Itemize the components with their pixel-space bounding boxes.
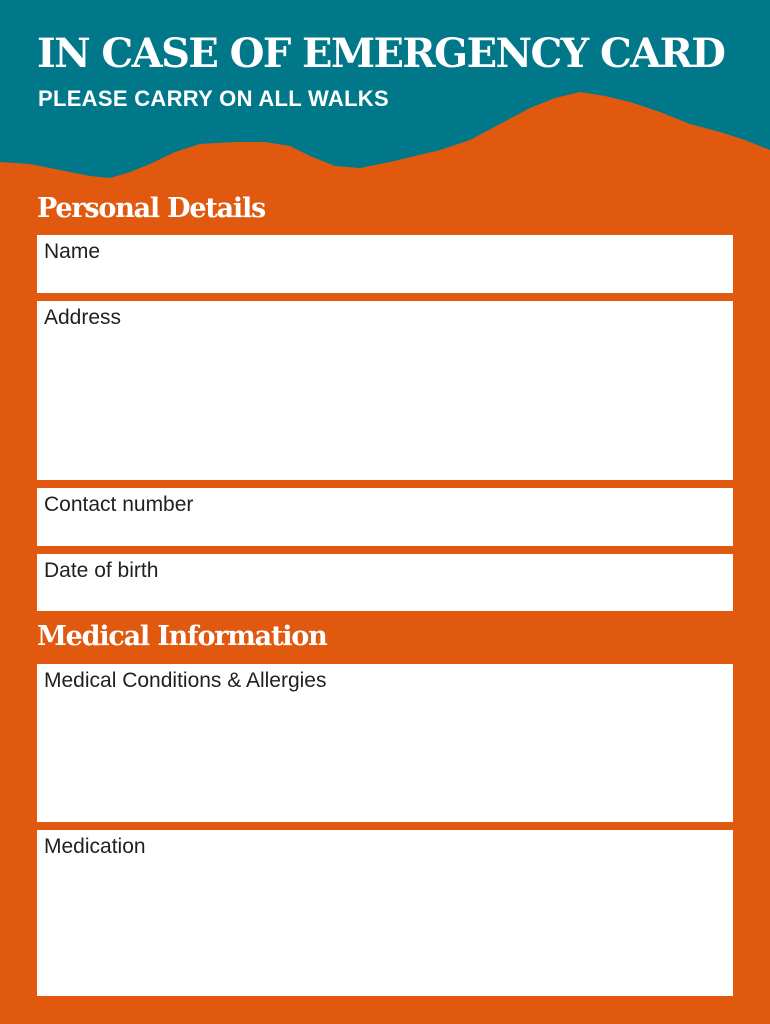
medical-information-heading: Medical Information — [37, 621, 327, 652]
medication-field[interactable] — [37, 830, 733, 996]
card-subtitle: PLEASE CARRY ON ALL WALKS — [38, 86, 389, 111]
date-of-birth-field[interactable] — [37, 554, 733, 611]
date-of-birth-label: Date of birth — [44, 559, 159, 582]
name-label: Name — [44, 240, 101, 263]
medication-label: Medication — [44, 835, 146, 858]
card-title: IN CASE OF EMERGENCY CARD — [37, 30, 725, 77]
address-field[interactable] — [37, 301, 733, 480]
contact-number-field[interactable] — [37, 488, 733, 546]
personal-details-heading: Personal Details — [37, 193, 266, 224]
address-label: Address — [44, 306, 122, 329]
medical-conditions-field[interactable] — [37, 664, 733, 822]
contact-number-label: Contact number — [44, 493, 194, 516]
medical-conditions-label: Medical Conditions & Allergies — [44, 669, 327, 692]
name-field[interactable] — [37, 235, 733, 293]
